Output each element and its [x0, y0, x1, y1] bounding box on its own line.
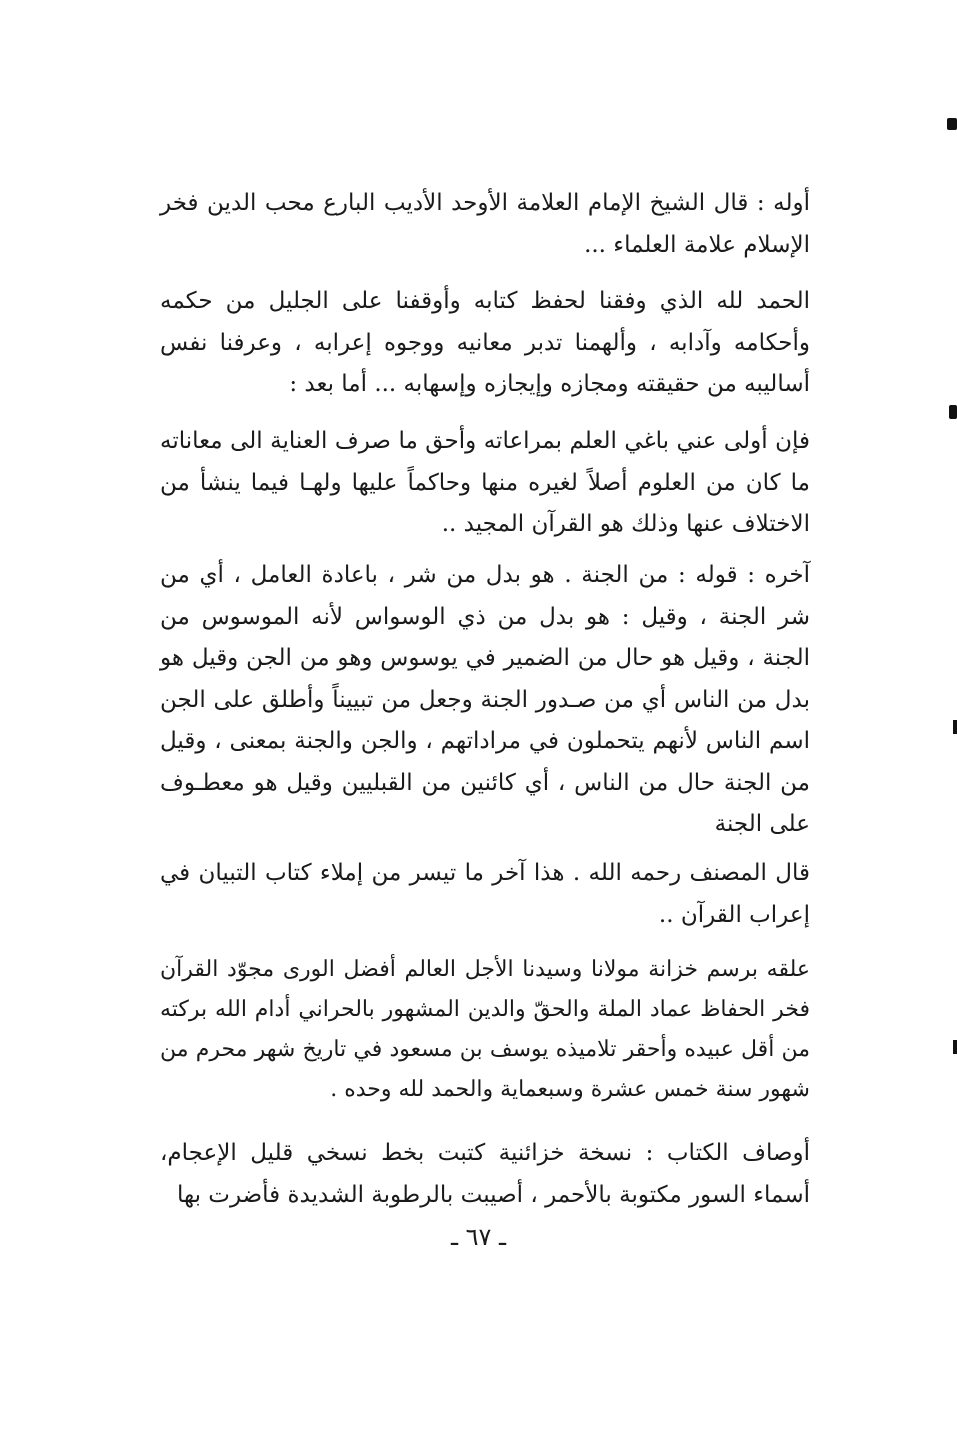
page-number: ـ ٦٧ ـ	[450, 1223, 507, 1251]
scan-edge-mark	[953, 720, 957, 734]
paragraph-praise: الحمد لله الذي وفقنا لحفظ كتابه وأوقفنا على الجليل من حكمه وأحكامه وآدابه ، وألهمنا تدبر معانيه ووجوه إعرابه ، وعرفنا نفس أساليبه من حقيقته ومجازه وإيجازه وإسهابه ... أما بعد :	[160, 288, 810, 397]
paragraph-author-note: قال المصنف رحمه الله . هذا آخر ما تيسر من إملاء كتاب التبيان في إعراب القرآن ..	[160, 860, 810, 928]
paragraph-book-description: أوصاف الكتاب : نسخة خزائنية كتبت بخط نسخي قليل الإعجام، أسماء السور مكتوبة بالأحمر ، أصيبت بالرطوبة الشديدة فأضرت بها	[160, 1140, 810, 1208]
paragraph-introduction: فإن أولى عني باغي العلم بمراعاته وأحق ما صرف العناية الى معاناته ما كان من العلوم أصلاً لغيره منها وحاكماً عليها ولهـا فيما ينشأ من الاختلاف عنها وذلك هو القرآن المجيد ..	[160, 428, 810, 537]
paragraph-ending: آخره : قوله : من الجنة . هو بدل من شر ، باعادة العامل ، أي من شر الجنة ، وقيل : هو بدل من ذي الوسواس لأنه الموسوس من الجنة ، وقيل هو حال من الضمير في يوسوس وهو من الجن وقيل هو بدل من الناس أي من صـدور الجنة وجعل من تبييناً وأطلق على الجن اسم الناس لأنهم يتحملون في مراداتهم ، والجن والجنة بمعنى ، وقيل من الجنة حال من الناس ، أي كائنين من القبليين وقيل هو معطـوف على الجنة	[160, 562, 810, 837]
scan-edge-mark	[953, 1040, 957, 1054]
scan-edge-mark	[947, 118, 957, 130]
scan-edge-mark	[949, 405, 957, 419]
paragraph-colophon: علقه برسم خزانة مولانا وسيدنا الأجل العالم أفضل الورى مجوّد القرآن فخر الحفاظ عماد الملة والحقّ والدين المشهور بالحراني أدام الله بركته من أقل عبيده وأحقر تلاميذه يوسف بن مسعود في تاريخ شهر محرم من شهور سنة خمس عشرة وسبعماية والحمد لله وحده .	[160, 957, 810, 1102]
paragraph-opening: أوله : قال الشيخ الإمام العلامة الأوحد الأديب البارع محب الدين فخر الإسلام علامة العلماء ...	[160, 190, 810, 258]
